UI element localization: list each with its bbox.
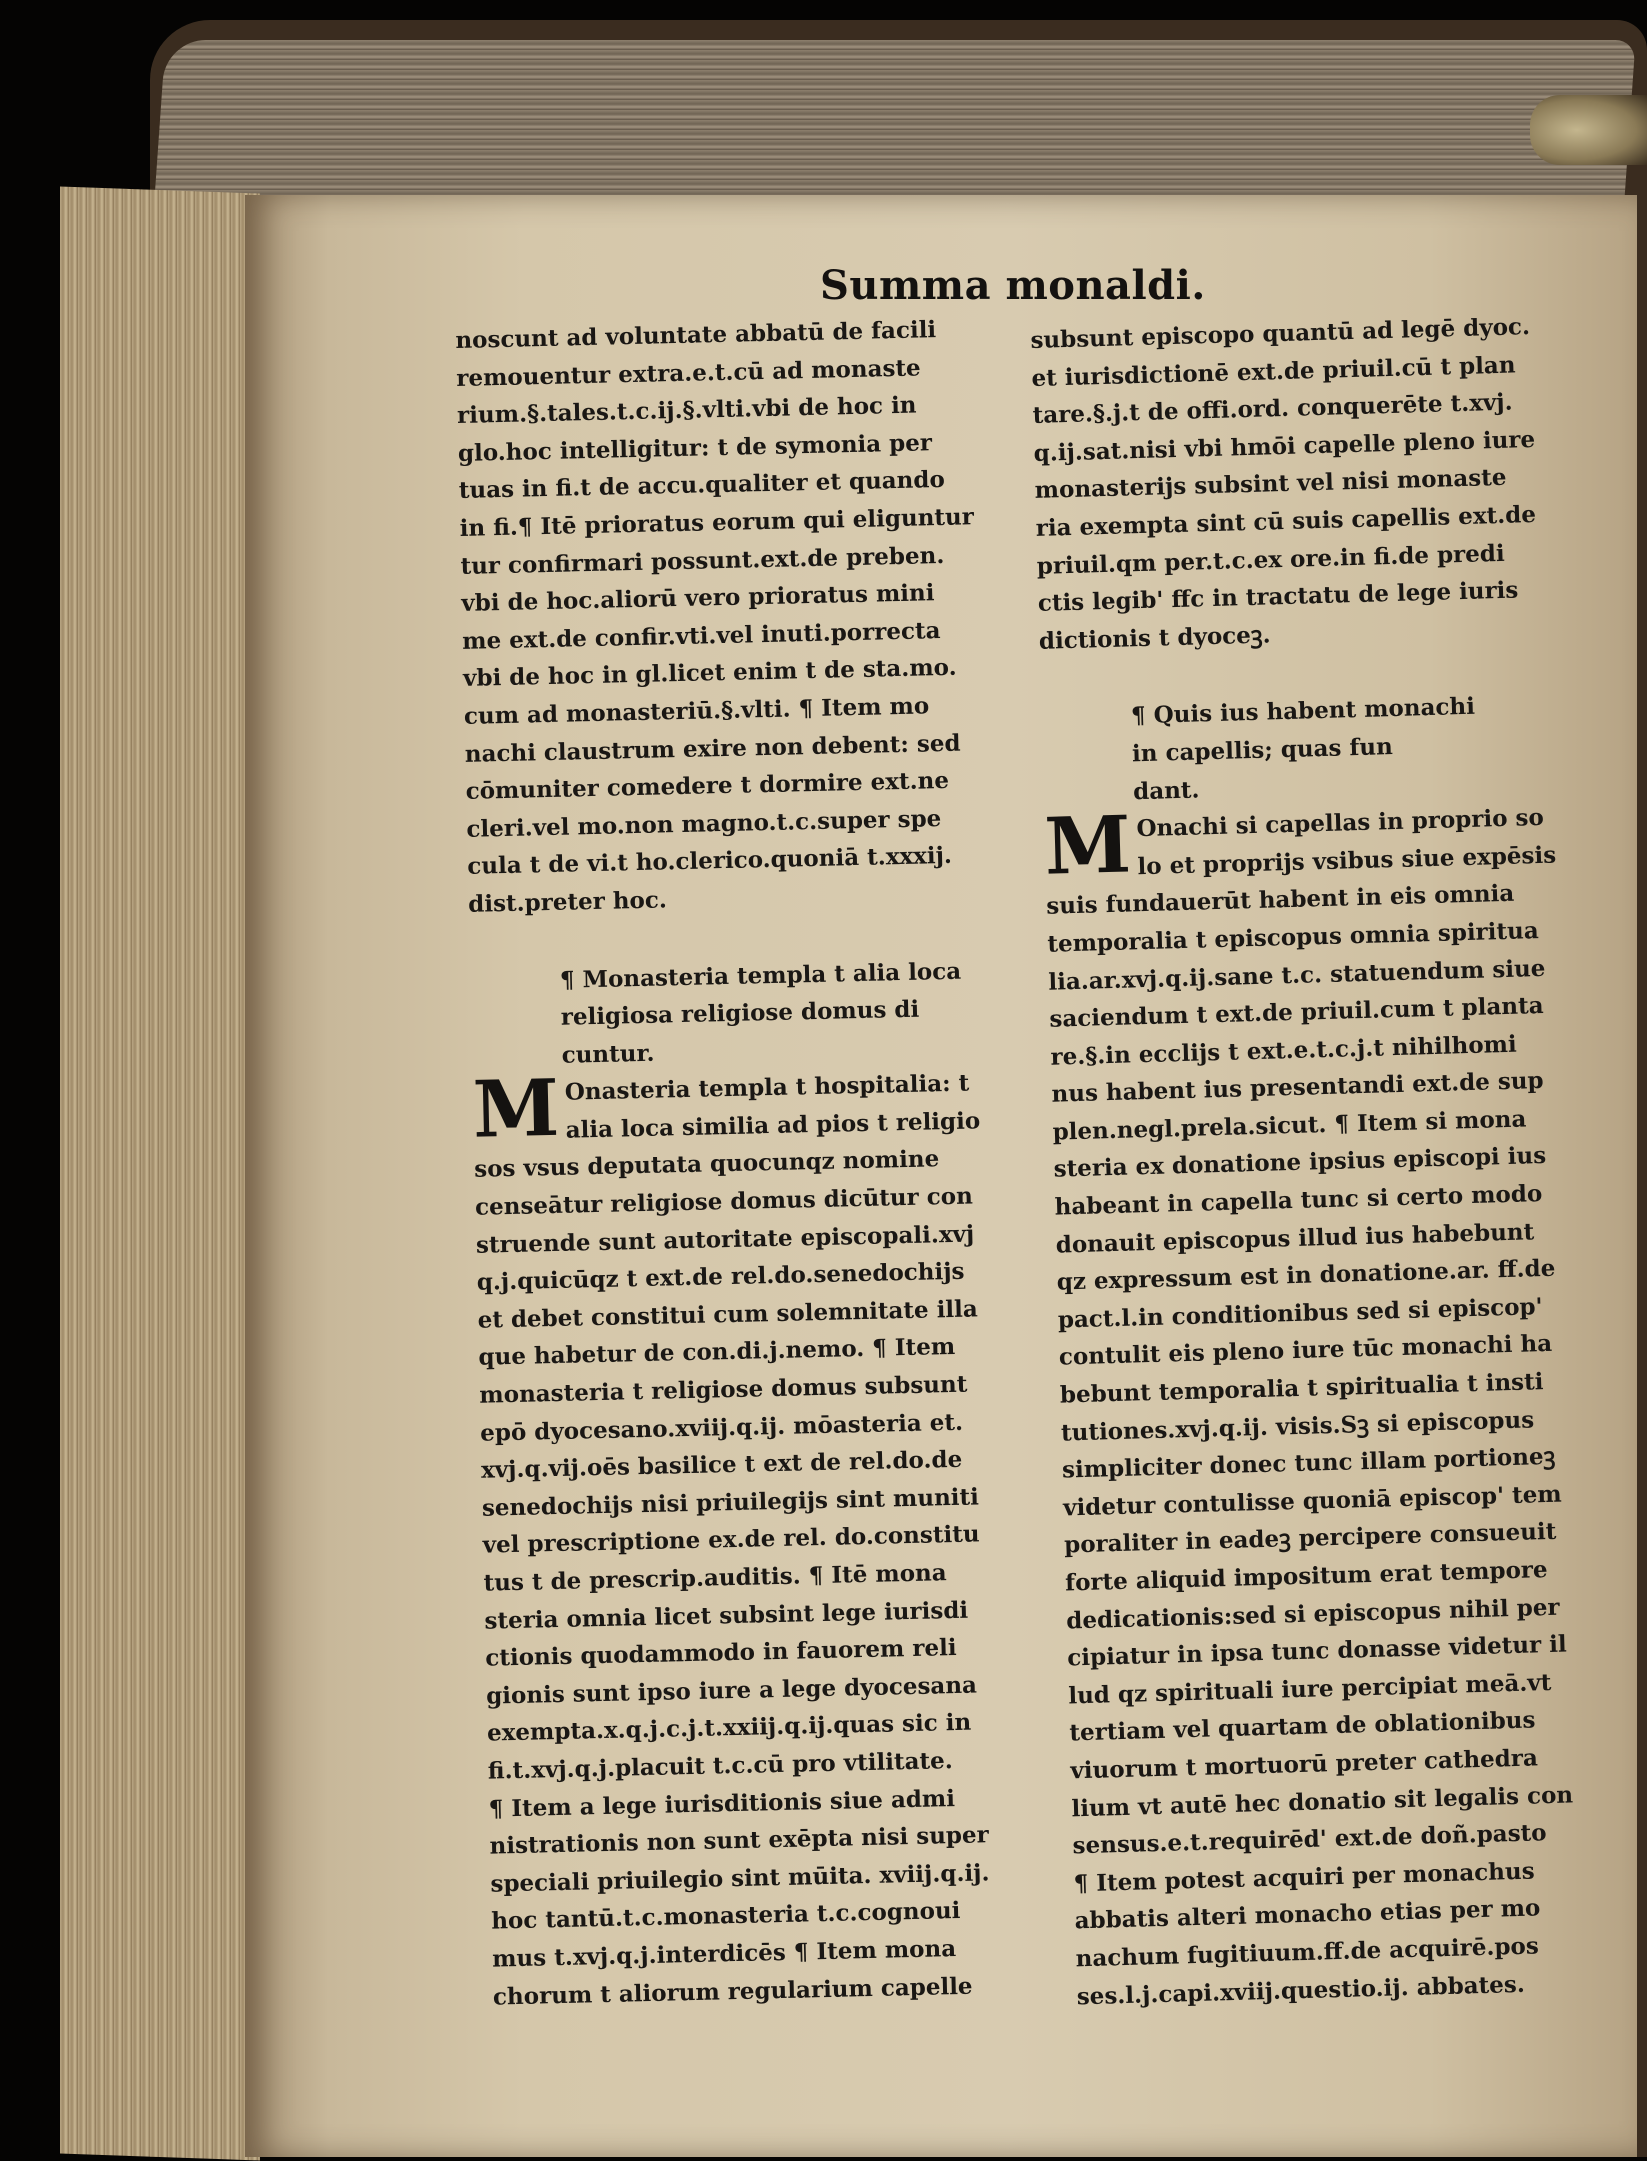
text-line: saciendum t ext.de priuil.cum t planta bbox=[1049, 992, 1544, 1033]
text-line: tuas in fi.t de accu.qualiter et quando bbox=[458, 466, 946, 505]
right-rubric-heading bbox=[1041, 684, 1624, 813]
text-line: q.j.quicūqz t ext.de rel.do.senedochijs bbox=[476, 1257, 965, 1296]
text-line: monasterijs subsint vel nisi monaste bbox=[1034, 464, 1507, 505]
text-line: ria exempta sint cū suis capellis ext.de bbox=[1035, 500, 1537, 542]
text-line: gionis sunt ipso iure a lege dyocesana bbox=[485, 1671, 978, 1710]
text-line: que habetur de con.di.j.nemo. ¶ Item bbox=[478, 1333, 956, 1372]
page-edges bbox=[60, 187, 260, 2161]
right-text-block-2 bbox=[1046, 872, 1647, 2016]
text-line: cula t de vi.t ho.clerico.quoniā t.xxxij. bbox=[467, 842, 953, 881]
text-line: ¶ Item potest acquiri per monachus bbox=[1073, 1857, 1535, 1898]
running-title: Summa monaldi. bbox=[820, 262, 1206, 309]
text-line: forte aliquid impositum erat tempore bbox=[1064, 1556, 1548, 1597]
text-line: habeant in capella tunc si certo modo bbox=[1054, 1180, 1543, 1221]
text-line: sos vsus deputata quocunqz nomine bbox=[473, 1145, 940, 1184]
text-line: ¶ Monasteria templa t alia loca bbox=[559, 957, 962, 994]
text-line: fi.t.xvj.q.j.placuit t.c.cū pro vtilitate. bbox=[487, 1747, 953, 1785]
text-line: contulit eis pleno iure tūc monachi ha bbox=[1058, 1330, 1553, 1372]
text-line: poraliter in eadeꝫ percipere consueuit bbox=[1063, 1518, 1557, 1559]
decorated-initial: M bbox=[1043, 799, 1133, 893]
text-line: ¶ Item a lege iurisditionis siue admi bbox=[488, 1784, 956, 1823]
text-line: chorum t aliorum regularium capelle bbox=[492, 1972, 973, 2011]
text-line: videtur contulisse quoniā episcop' tem bbox=[1062, 1480, 1563, 1522]
text-line: tutiones.xvj.q.ij. visis.Sꝫ si episcopus bbox=[1060, 1405, 1535, 1447]
right-text-block-1 bbox=[1030, 306, 1619, 660]
book-clasp bbox=[1530, 95, 1647, 165]
text-line: tus t de prescrip.auditis. ¶ Itē mona bbox=[483, 1559, 947, 1597]
text-line: xvj.q.vij.oēs basilice t ext de rel.do.de bbox=[480, 1446, 963, 1484]
text-line: pact.l.in conditionibus sed si episcop' bbox=[1057, 1292, 1543, 1334]
decorated-initial: M bbox=[471, 1063, 561, 1157]
left-text-block-1 bbox=[455, 309, 1048, 924]
text-line: in fi.¶ Itē prioratus eorum qui eliguntur bbox=[459, 503, 975, 542]
text-line: simpliciter donec tunc illam portioneꝫ bbox=[1061, 1442, 1556, 1484]
text-line: senedochijs nisi priuilegijs sint muniti bbox=[481, 1483, 980, 1522]
text-line: in capellis; quas fun bbox=[1131, 732, 1394, 768]
text-line: et iurisdictionē ext.de priuil.cū t plan bbox=[1031, 351, 1516, 392]
text-line: et debet constitui cum solemnitate illa bbox=[477, 1295, 979, 1334]
text-line: subsunt episcopo quantū ad legē dyoc. bbox=[1030, 313, 1531, 354]
text-line: monasteria t religiose domus subsunt bbox=[479, 1370, 968, 1409]
text-line: censeātur religiose domus dicūtur con bbox=[474, 1182, 974, 1221]
text-line: vbi de hoc.aliorū vero prioratus mini bbox=[461, 579, 935, 618]
text-line: qz expressum est in donatione.ar. ff.de bbox=[1056, 1254, 1556, 1296]
left-column bbox=[455, 309, 1073, 2016]
text-line: vel prescriptione ex.de rel. do.constitu bbox=[482, 1520, 980, 1560]
text-line: dant. bbox=[1132, 775, 1200, 805]
text-line: cleri.vel mo.non magno.t.c.super spe bbox=[466, 804, 942, 843]
text-line: bebunt temporalia t spiritualia t insti bbox=[1059, 1368, 1544, 1409]
text-line: vbi de hoc in gl.licet enim t de sta.mo. bbox=[462, 654, 957, 693]
text-line: lo et proprijs vsibus siue expēsis bbox=[1137, 841, 1557, 880]
text-line: suis fundauerūt habent in eis omnia bbox=[1045, 880, 1515, 921]
text-line: cipiatur in ipsa tunc donasse videtur il bbox=[1066, 1630, 1568, 1672]
text-line: steria omnia licet subsint lege iurisdi bbox=[484, 1596, 969, 1635]
text-line: Onachi si capellas in proprio so bbox=[1136, 803, 1545, 843]
text-line: donauit episcopus illud ius habebunt bbox=[1055, 1217, 1535, 1259]
text-line: temporalia t episcopus omnia spiritua bbox=[1047, 916, 1540, 958]
text-line: dedicationis:sed si episcopus nihil per bbox=[1065, 1593, 1560, 1635]
text-line: Onasteria templa t hospitalia: t bbox=[564, 1069, 970, 1106]
text-line: ctionis quodammodo in fauorem reli bbox=[485, 1634, 957, 1672]
left-text-block-2 bbox=[474, 1138, 1073, 2016]
text-line: dist.preter hoc. bbox=[467, 886, 668, 918]
text-line: dictionis t dyoceꝫ. bbox=[1038, 621, 1271, 655]
text-line: tare.§.j.t de offi.ord. conquerēte t.xvj. bbox=[1032, 388, 1513, 430]
left-rubric-heading bbox=[470, 950, 1052, 1076]
text-line: hoc tantū.t.c.monasteria t.c.cognoui bbox=[490, 1897, 961, 1935]
text-line: viuorum t mortuorū preter cathedra bbox=[1070, 1744, 1539, 1785]
text-line: cuntur. bbox=[561, 1039, 655, 1069]
text-line: glo.hoc intelligitur: t de symonia per bbox=[457, 428, 933, 467]
text-line: speciali priuilegio sint mūita. xviij.q.ij. bbox=[490, 1859, 990, 1898]
text-line: tertiam vel quartam de oblationibus bbox=[1069, 1706, 1536, 1747]
text-line: rium.§.tales.t.c.ij.§.vlti.vbi de hoc in bbox=[456, 391, 917, 430]
text-line: struende sunt autoritate episcopali.xvj bbox=[475, 1220, 975, 1259]
text-line: ctis legib' ffc in tractatu de lege iuris bbox=[1037, 576, 1519, 618]
text-line: ses.l.j.capi.xviij.questio.ij. abbates. bbox=[1076, 1970, 1526, 2010]
text-line: cōmuniter comedere t dormire ext.ne bbox=[465, 767, 950, 806]
text-line: nus habent ius presentandi ext.de sup bbox=[1051, 1067, 1544, 1108]
right-column bbox=[1030, 306, 1647, 2016]
text-line: re.§.in ecclijs t ext.e.t.c.j.t nihilhomi bbox=[1050, 1030, 1518, 1071]
text-line: alia loca similia ad pios t religio bbox=[565, 1107, 981, 1144]
text-line: nachi claustrum exire non debent: sed bbox=[464, 729, 961, 768]
text-line: religiosa religiose domus di bbox=[560, 995, 920, 1031]
text-line: nachum fugitiuum.ff.de acquirē.pos bbox=[1075, 1932, 1540, 1973]
text-line: lud qz spirituali iure percipiat meā.vt bbox=[1067, 1668, 1552, 1710]
text-line: exempta.x.q.j.c.j.t.xxiij.q.ij.quas sic in bbox=[486, 1709, 972, 1748]
text-line: abbatis alteri monacho etias per mo bbox=[1074, 1894, 1541, 1935]
text-line: nistrationis non sunt exēpta nisi super bbox=[489, 1821, 990, 1860]
text-line: ¶ Quis ius habent monachi bbox=[1130, 693, 1476, 730]
text-line: mus t.xvj.q.j.interdicēs ¶ Item mona bbox=[491, 1934, 957, 1973]
left-initial-block bbox=[471, 1063, 1054, 1157]
text-line: sensus.e.t.requirēd' ext.de doñ.pasto bbox=[1072, 1819, 1547, 1860]
text-line: q.ij.sat.nisi vbi hmōi capelle pleno iure bbox=[1033, 425, 1536, 467]
text-line: remouentur extra.e.t.cū ad monaste bbox=[455, 354, 921, 392]
text-line: tur confirmari possunt.ext.de preben. bbox=[460, 541, 945, 580]
text-line: cum ad monasteriū.§.vlti. ¶ Item mo bbox=[463, 692, 930, 730]
text-line: noscunt ad voluntate abbatū de facili bbox=[455, 316, 937, 354]
text-line: lium vt autē hec donatio sit legalis con bbox=[1071, 1780, 1574, 1822]
text-line: epō dyocesano.xviij.q.ij. mōasteria et. bbox=[479, 1408, 964, 1447]
text-line: me ext.de confir.vti.vel inuti.porrecta bbox=[461, 616, 941, 655]
text-line: lia.ar.xvj.q.ij.sane t.c. statuendum siue bbox=[1048, 954, 1546, 996]
text-line: plen.negl.prela.sicut. ¶ Item si mona bbox=[1052, 1105, 1527, 1146]
book-top-edge bbox=[154, 40, 1635, 200]
text-line: steria ex donatione ipsius episcopi ius bbox=[1053, 1142, 1547, 1184]
text-line: priuil.qm per.t.c.ex ore.in fi.de predi bbox=[1036, 539, 1505, 580]
